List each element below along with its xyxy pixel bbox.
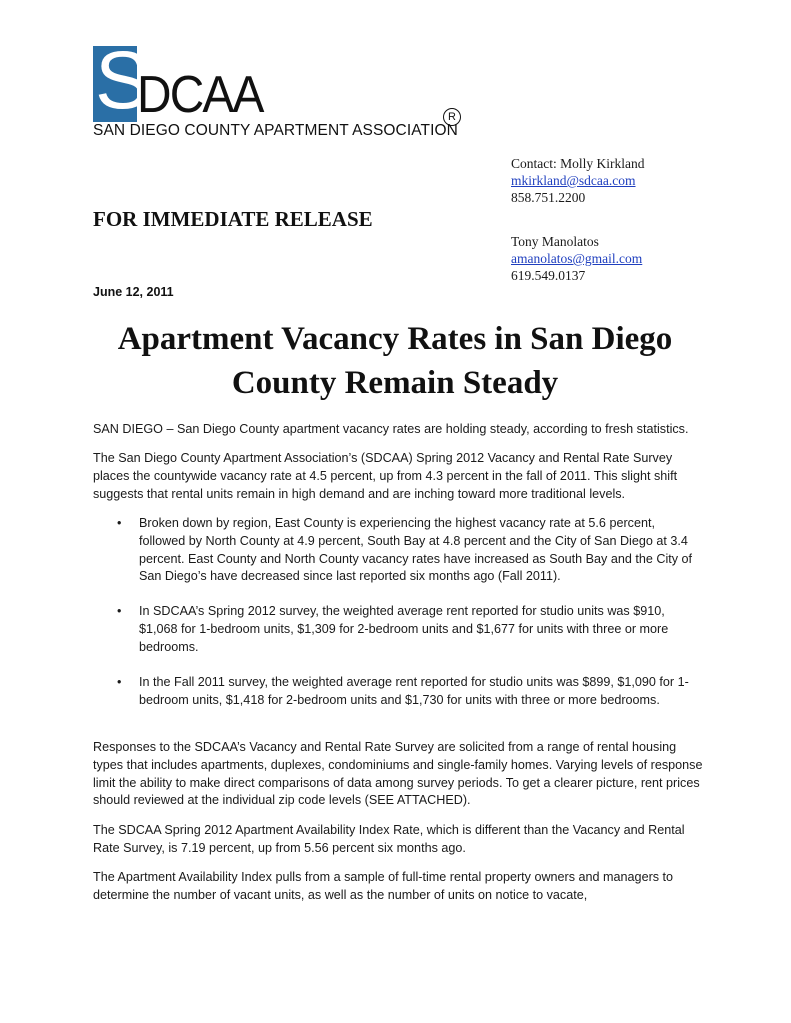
logo-subtitle: SAN DIEGO COUNTY APARTMENT ASSOCIATION [93,122,458,139]
release-label: FOR IMMEDIATE RELEASE [93,207,373,231]
bullet-icon: • [117,516,122,530]
logo-mark [93,35,150,126]
contact-name: Contact: Molly Kirkland [511,156,645,171]
paragraph-survey: The San Diego County Apartment Association’s (SDCAA) Spring 2012 Vacancy and Rental Rate Survey places the countywide vacancy rate at 4.5 percent, up from 4.3 percent in the fall of 2011. This slight shift suggests that rental units remain in high demand and are inching toward more traditional levels. [93,451,678,501]
bullet-icon: • [117,675,122,689]
sdcaa-logo [93,35,463,142]
logo-wordmark: DCAA [137,66,263,124]
contact-phone: 858.751.2200 [511,190,586,205]
page-title: Apartment Vacancy Rates in San Diego County Remain Steady [117,321,673,401]
list-item-text: Broken down by region, East County is experiencing the highest vacancy rate at 5.6 percent, followed by North County at 4.9 percent, South Bay at 4.8 percent and the City of San Diego at 3.4 percent. East County and North County vacancy rates have increased as South Bay and the City of San Diego’s have decreased since last reported six months ago (Fall 2011). [139,516,693,584]
contact-name: Tony Manolatos [511,234,599,249]
contact-block-2 [511,233,642,284]
paragraph-index-method: The Apartment Availability Index pulls from a sample of full-time rental property owners and managers to determine the number of vacant units, as well as the number of units on notice to vacate, [93,870,674,902]
contact-email-link[interactable]: amanolatos@gmail.com [511,251,643,266]
paragraph-intro: SAN DIEGO – San Diego County apartment vacancy rates are holding steady, according to fresh statistics. [93,422,689,436]
list-item-text: In SDCAA’s Spring 2012 survey, the weighted average rent reported for studio units was $910, $1,068 for 1-bedroom units, $1,309 for 2-bedroom units and $1,677 for units with three or more bedrooms. [139,604,669,654]
release-date: June 12, 2011 [93,285,174,299]
contact-phone: 619.549.0137 [511,268,586,283]
logo-letter: S [95,35,150,126]
contact-block-1 [511,155,644,206]
registered-mark-icon: R [443,108,461,126]
bullet-icon: • [117,604,122,618]
paragraph-index-rate: The SDCAA Spring 2012 Apartment Availability Index Rate, which is different than the Vacancy and Rental Rate Survey, is 7.19 percent, up from 5.56 percent six months ago. [93,823,685,855]
contact-email-link[interactable]: mkirkland@sdcaa.com [511,173,636,188]
list-item-text: In the Fall 2011 survey, the weighted average rent reported for studio units was $899, $1,090 for 1-bedroom units, $1,418 for 2-bedroom units and $1,730 for units with three or more bedrooms. [139,675,689,707]
paragraph-responses: Responses to the SDCAA’s Vacancy and Rental Rate Survey are solicited from a range of rental housing types that includes apartments, duplexes, condominiums and single-family homes. Varying levels of response limit the ability to make direct comparisons of data among survey periods. To get a clearer picture, rent prices should reviewed at the individual zip code levels (SEE ATTACHED). [93,740,703,808]
